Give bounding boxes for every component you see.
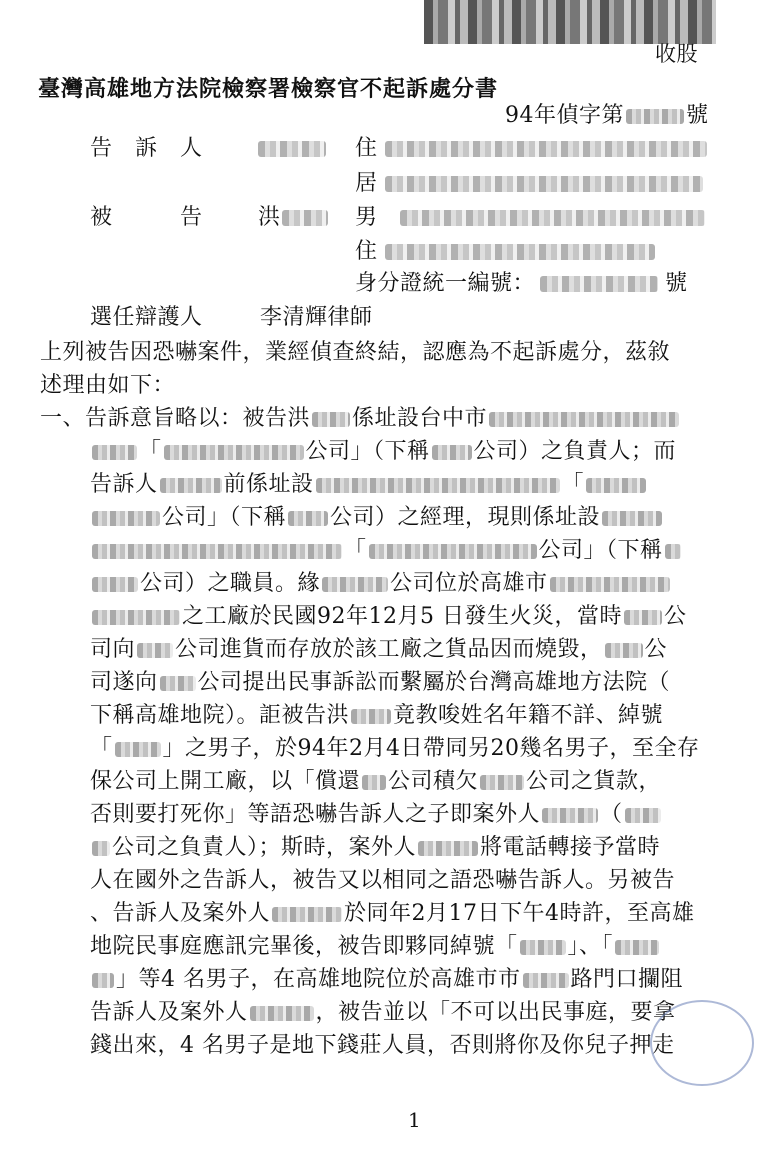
intro-line-1: 上列被告因恐嚇案件，業經偵查終結，認應為不起訴處分，茲敘 bbox=[40, 340, 671, 365]
redacted-defendant-address bbox=[385, 244, 655, 260]
page-number: 1 bbox=[408, 1108, 421, 1132]
paragraph-line: 一、告訴意旨略以：被告洪 係址設台中市 bbox=[40, 403, 681, 435]
defendant-address-label: 住 bbox=[355, 239, 378, 264]
complainant-residence-label: 居 bbox=[355, 171, 378, 196]
official-seal bbox=[650, 1000, 754, 1086]
intro-line-2: 述理由如下： bbox=[40, 373, 176, 398]
paragraph-line: 司向 公司進貨而存放於該工廠之貨品因而燒毀， 公 bbox=[90, 637, 668, 662]
paragraph-line: 公司之負責人）；斯時，案外人 將電話轉接予當時 bbox=[90, 832, 660, 864]
counsel-label: 選任辯護人 bbox=[90, 305, 203, 330]
paragraph-line: 「 公司」（下稱 bbox=[90, 535, 683, 567]
redacted-complainant-name bbox=[258, 141, 326, 157]
redacted-defendant-name bbox=[282, 210, 328, 226]
paragraph-line: 、告訴人及案外人 於同年2月17日下午4時許，至高雄 bbox=[90, 901, 695, 926]
paragraph-line: 「 公司」（下稱 公司）之負責人；而 bbox=[90, 436, 676, 468]
paragraph-line: 地院民事庭應訊完畢後，被告即夥同綽號「 」、「 bbox=[90, 931, 661, 963]
paragraph-line: 」等4 名男子，在高雄地院位於高雄市市 路門口攔阻 bbox=[90, 964, 683, 996]
redacted-complainant-residence bbox=[385, 176, 703, 192]
paragraph-line: 公司」（下稱 公司）之經理，現則係址設 bbox=[90, 502, 664, 534]
defendant-label: 被 告 bbox=[90, 205, 203, 230]
redacted-defendant-dob bbox=[400, 210, 705, 226]
paragraph-line: 錢出來，4 名男子是地下錢莊人員，否則將你及你兒子押走 bbox=[90, 1033, 675, 1058]
id-number-label: 身分證統一編號： bbox=[355, 271, 536, 296]
paragraph-line: 之工廠於民國92年12月5 日發生火災，當時 公 bbox=[90, 601, 687, 633]
redacted-id-number bbox=[540, 276, 658, 292]
redacted-case-no bbox=[626, 109, 684, 124]
paragraph-line: 人在國外之告訴人，被告又以相同之語恐嚇告訴人。另被告 bbox=[90, 868, 676, 893]
defendant-surname: 洪 bbox=[258, 205, 281, 230]
paragraph-line: 告訴人及案外人 ，被告並以「不可以出民事庭，要拿 bbox=[90, 1000, 676, 1025]
paragraph-line: 保公司上開工廠，以「償還 公司積欠 公司之貨款， bbox=[90, 769, 662, 794]
paragraph-line: 公司）之職員。緣 公司位於高雄市 bbox=[90, 568, 672, 600]
case-number: 94年偵字第 號 bbox=[505, 103, 709, 128]
document-title: 臺灣高雄地方法院檢察署檢察官不起訴處分書 bbox=[38, 76, 499, 102]
defendant-gender: 男 bbox=[355, 205, 378, 230]
counsel-name: 李清輝律師 bbox=[260, 305, 373, 330]
complainant-label: 告 訴 人 bbox=[90, 136, 203, 161]
redacted-complainant-address bbox=[385, 141, 707, 157]
paragraph-line: 下稱高雄地院）。詎被告洪 竟教唆姓名年籍不詳、綽號 bbox=[90, 703, 664, 728]
id-number-suffix: 號 bbox=[665, 271, 688, 296]
paragraph-line: 告訴人 前係址設 「 bbox=[90, 469, 648, 501]
paragraph-line: 司遂向 公司提出民事訴訟而繫屬於台灣高雄地方法院（ bbox=[90, 670, 671, 695]
receipt-stamp: 收股 bbox=[655, 42, 698, 66]
complainant-address-label: 住 bbox=[355, 136, 378, 161]
paragraph-line: 「 」之男子，於94年2月4日帶同另20幾名男子，至全存 bbox=[90, 736, 700, 761]
paragraph-line: 否則要打死你」等語恐嚇告訴人之子即案外人 （ bbox=[90, 799, 663, 831]
